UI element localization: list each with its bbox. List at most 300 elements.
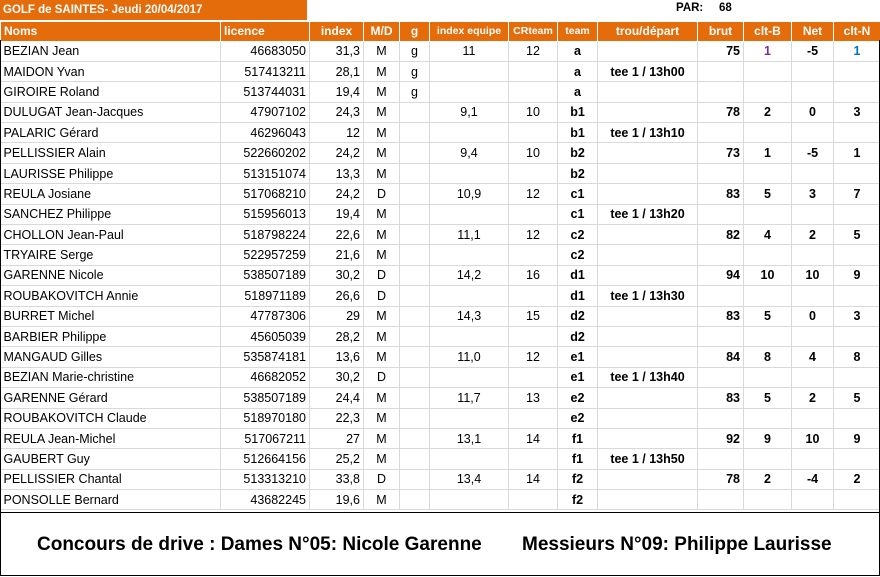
player-index: 33,8 [310,469,364,489]
rank-brut: 5 [744,184,792,204]
licence-number: 522957259 [221,245,310,265]
score-brut: 83 [698,184,744,204]
player-name: PALARIC Gérard [1,123,221,143]
rank-brut [744,449,792,469]
player-name: BURRET Michel [1,306,221,326]
player-name: ROUBAKOVITCH Claude [1,408,221,428]
player-name: MANGAUD Gilles [1,347,221,367]
score-net: -5 [792,143,834,163]
score-brut [698,61,744,81]
col-header-noms[interactable]: Noms [1,22,221,42]
g-flag [400,428,430,448]
gender: M [364,388,400,408]
rank-net: 1 [834,41,880,61]
header-row [1,22,880,42]
player-name: BEZIAN Jean [1,41,221,61]
g-flag [400,163,430,183]
tee-time [598,326,698,346]
g-flag [400,102,430,122]
table-row [1,225,880,245]
team-index: 13,1 [430,428,509,448]
licence-number: 518798224 [221,225,310,245]
rank-net [834,245,880,265]
team-index [430,367,509,387]
score-net [792,82,834,102]
team-index [430,245,509,265]
rank-net: 5 [834,388,880,408]
team-code: d1 [558,286,598,306]
tee-time [598,102,698,122]
score-net [792,61,834,81]
licence-number: 517068210 [221,184,310,204]
team-code: c2 [558,225,598,245]
licence-number: 535874181 [221,347,310,367]
gender: M [364,326,400,346]
score-brut [698,326,744,346]
tee-time [598,469,698,489]
score-brut: 78 [698,102,744,122]
team-code: f2 [558,490,598,510]
gender: M [364,61,400,81]
team-code: c1 [558,184,598,204]
gender: M [364,41,400,61]
team-code: d2 [558,306,598,326]
drive-contest-footer [0,512,880,577]
rank-brut [744,123,792,143]
licence-number: 513313210 [221,469,310,489]
rank-brut [744,245,792,265]
player-name: LAURISSE Philippe [1,163,221,183]
tee-time: tee 1 / 13h50 [598,449,698,469]
crteam [509,326,558,346]
player-index: 29 [310,306,364,326]
score-net: 10 [792,428,834,448]
rank-net: 3 [834,306,880,326]
g-flag [400,306,430,326]
team-code: b1 [558,102,598,122]
team-code: a [558,82,598,102]
licence-number: 538507189 [221,265,310,285]
col-header-crteam[interactable]: CRteam [509,22,558,42]
col-header-trou-depart[interactable]: trou/départ [598,22,698,42]
rank-net [834,163,880,183]
player-name: GIROIRE Roland [1,82,221,102]
tee-time: tee 1 / 13h10 [598,123,698,143]
rank-brut [744,326,792,346]
gender: M [364,204,400,224]
gender: M [364,102,400,122]
table-row [1,82,880,102]
score-net: 0 [792,102,834,122]
team-index: 11,7 [430,388,509,408]
g-flag [400,245,430,265]
team-code: d1 [558,265,598,285]
col-header-clt-n[interactable]: clt-N [834,22,880,42]
crteam [509,245,558,265]
crteam [509,286,558,306]
team-index [430,326,509,346]
table-row [1,326,880,346]
rank-brut: 9 [744,428,792,448]
score-net: 0 [792,306,834,326]
score-brut [698,204,744,224]
gender: D [364,184,400,204]
score-brut [698,286,744,306]
tee-time [598,428,698,448]
team-code: c2 [558,245,598,265]
team-index: 9,1 [430,102,509,122]
team-code: e2 [558,388,598,408]
licence-number: 46296043 [221,123,310,143]
col-header-index[interactable]: index [310,22,364,42]
player-index: 31,3 [310,41,364,61]
col-header-g[interactable]: g [400,22,430,42]
col-header-net[interactable]: Net [792,22,834,42]
tee-time [598,184,698,204]
team-code: b2 [558,143,598,163]
score-brut: 84 [698,347,744,367]
player-index: 22,3 [310,408,364,428]
player-name: PELLISSIER Chantal [1,469,221,489]
tee-time [598,82,698,102]
gender: D [364,286,400,306]
player-name: REULA Jean-Michel [1,428,221,448]
licence-number: 513151074 [221,163,310,183]
tee-time [598,306,698,326]
table-row [1,306,880,326]
crteam [509,61,558,81]
team-index [430,286,509,306]
player-index: 22,6 [310,225,364,245]
crteam: 12 [509,225,558,245]
rank-net [834,286,880,306]
licence-number: 522660202 [221,143,310,163]
rank-brut [744,82,792,102]
licence-number: 538507189 [221,388,310,408]
licence-number: 512664156 [221,449,310,469]
g-flag [400,265,430,285]
crteam: 13 [509,388,558,408]
rank-net [834,408,880,428]
team-index: 14,3 [430,306,509,326]
gender: M [364,490,400,510]
team-code: b2 [558,163,598,183]
rank-net: 9 [834,265,880,285]
g-flag [400,449,430,469]
col-header-team[interactable]: team [558,22,598,42]
tee-time: tee 1 / 13h40 [598,367,698,387]
team-index [430,163,509,183]
score-net: -4 [792,469,834,489]
rank-brut [744,204,792,224]
player-name: REULA Josiane [1,184,221,204]
table-row [1,265,880,285]
rank-net [834,123,880,143]
player-index: 24,4 [310,388,364,408]
g-flag [400,388,430,408]
tee-time [598,347,698,367]
player-index: 24,2 [310,184,364,204]
team-code: b1 [558,123,598,143]
crteam: 14 [509,428,558,448]
team-code: e1 [558,347,598,367]
crteam [509,82,558,102]
rank-net: 2 [834,469,880,489]
player-name: PONSOLLE Bernard [1,490,221,510]
score-net: 4 [792,347,834,367]
g-flag [400,367,430,387]
score-net [792,367,834,387]
g-flag: g [400,61,430,81]
gender: M [364,408,400,428]
rank-brut: 1 [744,143,792,163]
score-brut [698,163,744,183]
team-index [430,408,509,428]
g-flag [400,204,430,224]
player-index: 12 [310,123,364,143]
score-net [792,286,834,306]
score-net [792,490,834,510]
score-net [792,123,834,143]
player-index: 26,6 [310,286,364,306]
team-index [430,204,509,224]
gender: M [364,449,400,469]
col-header-md[interactable]: M/D [364,22,400,42]
g-flag [400,347,430,367]
col-header-clt-b[interactable]: clt-B [744,22,792,42]
score-net: 2 [792,225,834,245]
g-flag [400,490,430,510]
rank-brut: 2 [744,469,792,489]
rank-net [834,61,880,81]
team-index: 14,2 [430,265,509,285]
team-index [430,449,509,469]
licence-number: 517413211 [221,61,310,81]
player-index: 21,6 [310,245,364,265]
score-brut: 83 [698,388,744,408]
player-name: TRYAIRE Serge [1,245,221,265]
drive-contest-men: Messieurs N°09: Philippe Laurisse [522,534,832,556]
col-header-licence[interactable]: licence [221,22,310,42]
tee-time [598,41,698,61]
score-brut: 83 [698,306,744,326]
player-index: 24,2 [310,143,364,163]
rank-net [834,367,880,387]
team-code: a [558,61,598,81]
player-index: 30,2 [310,367,364,387]
team-index: 10,9 [430,184,509,204]
rank-net: 5 [834,225,880,245]
crteam: 10 [509,143,558,163]
player-index: 28,2 [310,326,364,346]
table-row [1,490,880,510]
score-net: -5 [792,41,834,61]
table-row [1,367,880,387]
rank-brut [744,286,792,306]
team-index: 11,1 [430,225,509,245]
table-row [1,428,880,448]
tee-time [598,265,698,285]
player-name: BARBIER Philippe [1,326,221,346]
player-index: 13,6 [310,347,364,367]
table-row [1,388,880,408]
score-brut: 78 [698,469,744,489]
team-code: e1 [558,367,598,387]
rank-brut: 8 [744,347,792,367]
score-net [792,326,834,346]
crteam: 16 [509,265,558,285]
g-flag [400,143,430,163]
score-brut [698,449,744,469]
player-name: BEZIAN Marie-christine [1,367,221,387]
score-net [792,408,834,428]
results-body [1,41,880,510]
team-code: f2 [558,469,598,489]
results-table [0,21,880,510]
table-row [1,286,880,306]
score-net [792,163,834,183]
rank-net [834,326,880,346]
score-net [792,449,834,469]
rank-brut [744,367,792,387]
player-index: 27 [310,428,364,448]
player-name: PELLISSIER Alain [1,143,221,163]
player-name: ROUBAKOVITCH Annie [1,286,221,306]
col-header-index-equipe[interactable]: index equipe [430,22,509,42]
rank-brut: 2 [744,102,792,122]
gender: M [364,245,400,265]
score-brut: 73 [698,143,744,163]
crteam: 15 [509,306,558,326]
player-name: GARENNE Nicole [1,265,221,285]
team-index [430,61,509,81]
table-row [1,143,880,163]
crteam [509,490,558,510]
g-flag [400,469,430,489]
table-row [1,245,880,265]
table-row [1,61,880,81]
crteam [509,204,558,224]
player-name: CHOLLON Jean-Paul [1,225,221,245]
sheet-title: GOLF de SAINTES- Jeudi 20/04/2017 [0,0,307,20]
player-index: 28,1 [310,61,364,81]
team-code: f1 [558,449,598,469]
team-index [430,123,509,143]
player-index: 25,2 [310,449,364,469]
rank-net: 1 [834,143,880,163]
rank-brut [744,490,792,510]
gender: M [364,123,400,143]
score-brut: 75 [698,41,744,61]
player-index: 19,6 [310,490,364,510]
g-flag [400,408,430,428]
g-flag [400,184,430,204]
score-brut [698,245,744,265]
table-row [1,469,880,489]
team-index: 11,0 [430,347,509,367]
licence-number: 45605039 [221,326,310,346]
par-label: PAR: [676,2,703,14]
crteam [509,123,558,143]
score-brut [698,82,744,102]
rank-brut [744,61,792,81]
crteam [509,449,558,469]
team-code: a [558,41,598,61]
player-index: 19,4 [310,82,364,102]
tee-time: tee 1 / 13h20 [598,204,698,224]
player-name: DULUGAT Jean-Jacques [1,102,221,122]
licence-number: 515956013 [221,204,310,224]
table-row [1,204,880,224]
tee-time [598,225,698,245]
g-flag: g [400,41,430,61]
team-index: 9,4 [430,143,509,163]
licence-number: 518971189 [221,286,310,306]
g-flag [400,326,430,346]
score-brut: 92 [698,428,744,448]
licence-number: 43682245 [221,490,310,510]
score-net [792,204,834,224]
rank-brut: 10 [744,265,792,285]
tee-time [598,143,698,163]
rank-net [834,204,880,224]
player-name: GAUBERT Guy [1,449,221,469]
licence-number: 513744031 [221,82,310,102]
g-flag [400,225,430,245]
table-row [1,163,880,183]
licence-number: 46683050 [221,41,310,61]
rank-net: 7 [834,184,880,204]
licence-number: 47787306 [221,306,310,326]
crteam [509,367,558,387]
licence-number: 518970180 [221,408,310,428]
gender: M [364,306,400,326]
tee-time [598,388,698,408]
score-brut: 94 [698,265,744,285]
player-index: 13,3 [310,163,364,183]
tee-time: tee 1 / 13h30 [598,286,698,306]
score-brut [698,123,744,143]
player-name: SANCHEZ Philippe [1,204,221,224]
par-value: 68 [719,2,732,14]
score-brut [698,367,744,387]
gender: D [364,367,400,387]
score-brut [698,490,744,510]
score-brut: 82 [698,225,744,245]
crteam: 10 [509,102,558,122]
table-row [1,347,880,367]
score-net: 3 [792,184,834,204]
crteam: 12 [509,184,558,204]
rank-net [834,490,880,510]
col-header-brut[interactable]: brut [698,22,744,42]
score-brut [698,408,744,428]
crteam: 12 [509,41,558,61]
tee-time [598,245,698,265]
licence-number: 46682052 [221,367,310,387]
team-index [430,82,509,102]
tee-time [598,163,698,183]
rank-brut: 4 [744,225,792,245]
rank-brut [744,163,792,183]
team-index [430,490,509,510]
drive-contest-ladies: Concours de drive : Dames N°05: Nicole Garenne [37,534,482,556]
gender: M [364,82,400,102]
crteam [509,163,558,183]
score-net: 2 [792,388,834,408]
rank-net [834,82,880,102]
rank-net [834,449,880,469]
